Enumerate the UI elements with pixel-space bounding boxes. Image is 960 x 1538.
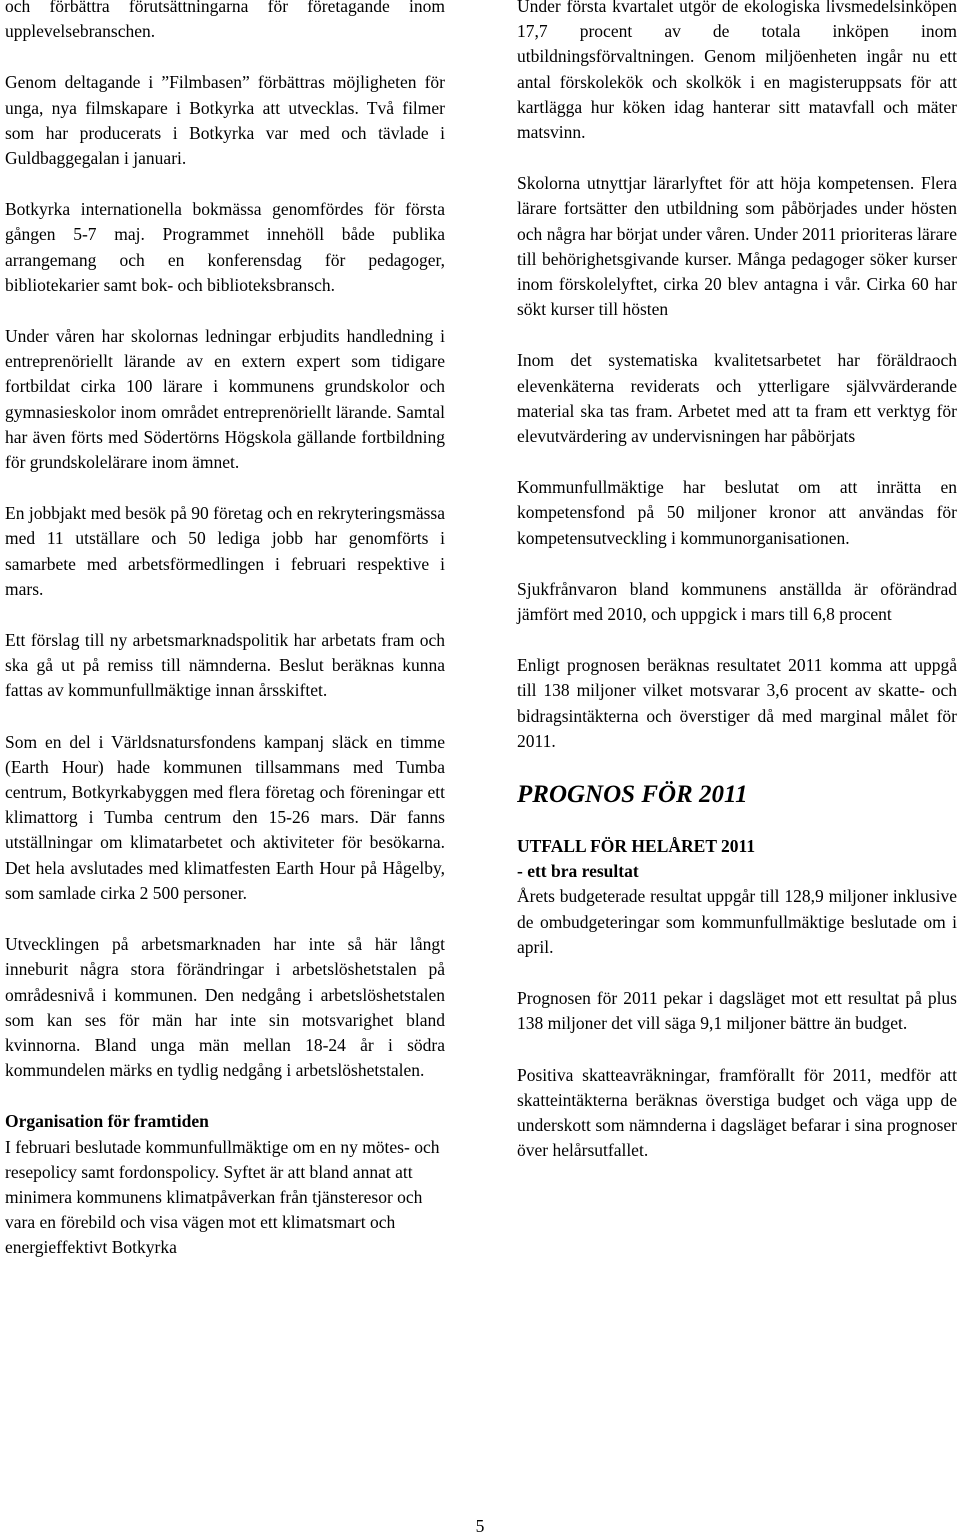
paragraph: Årets budgeterade resultat uppgår till 128,9 miljoner inklusive de ombudgeteringar som kommunfullmäktige beslutade om i april. <box>517 886 957 957</box>
left-column <box>5 0 445 1287</box>
paragraph: Prognosen för 2011 pekar i dagsläget mot ett resultat på plus 138 miljoner det vill säga 9,1 miljoner bättre än budget. <box>517 988 957 1034</box>
section-heading: UTFALL FÖR HELÅRET 2011 <box>517 836 756 857</box>
paragraph: Inom det systematiska kvalitetsarbetet har föräldraoch elevenkäterna reviderats och ytterligare självvärderande material ska tas fram. Arbetet med att ta fram ett verktyg för elevutvärdering av undervisningen har påbörjats <box>517 350 957 447</box>
section-organisation <box>5 1109 445 1260</box>
page-number-container <box>0 1514 960 1538</box>
paragraph: Som en del i Världsnatursfondens kampanj släck en timme (Earth Hour) hade kommunen tillsammans med Tumba centrum, Botkyrkabyggen med flera företag och föreningar ett klimattorg i Tumba centrum den 15-26 mars. Där fanns utställningar om klimatarbetet och aktiviteter för besökarna. Det hela avslutades med klimatfesten Earth Hour på Hågelby, som samlade cirka 2 500 personer. <box>5 731 445 903</box>
paragraph: Ett förslag till ny arbetsmarknadspolitik har arbetats fram och ska gå ut på remiss till nämnderna. Beslut beräknas kunna fattas av kommunfullmäktige innan årsskiftet. <box>5 630 445 701</box>
section-heading-prognos: PROGNOS FÖR 2011 <box>517 781 748 809</box>
paragraph: Skolorna utnyttjar lärarlyftet för att höja kompetensen. Flera lärare fortsätter den utbildning som påbörjades under hösten och några har börjat under våren. Under 2011 prioriteras lärare till behörighetsgivande kurser. Många pedagoger söker kurser inom förskolelyftet, cirka 20 blev antagna i vår. Cirka 60 har sökt kurser till hösten <box>517 173 957 320</box>
paragraph: Botkyrka internationella bokmässa genomfördes för första gången 5-7 maj. Programmet innehöll både publika arrangemang och en konferensdag för pedagoger, bibliotekarier samt bok- och biblioteksbransch. <box>5 199 445 295</box>
right-column <box>517 0 957 1189</box>
paragraph: I februari beslutade kommunfullmäktige om en ny mötes- och resepolicy samt fordonspolicy. Syftet är att bland annat att minimera kommunens klimatpåverkan från tjänsteresor och vara en förebild och visa vägen mot ett klimatsmart och energieffektivt Botkyrka <box>5 1136 440 1258</box>
paragraph: Kommunfullmäktige har beslutat om att inrätta en kompetensfond på 50 miljoner kronor att användas för kompetensutveckling i kommunorganisationen. <box>517 477 957 548</box>
section-utfall <box>517 834 957 960</box>
paragraph: och förbättra förutsättningarna för företagande inom upplevelsebranschen. <box>5 0 445 42</box>
paragraph: En jobbjakt med besök på 90 företag och en rekryteringsmässa med 11 utställare och 50 lediga jobb har genomförts i samarbete med arbetsförmedlingen i februari respektive i mars. <box>5 503 445 599</box>
paragraph: Utvecklingen på arbetsmarknaden har inte så här långt inneburit några stora förändringar i arbetslöshetstalen på områdesnivå i kommunen. Den nedgång i arbetslöshetstalen som kan ses för män har inte sin motsvarighet bland kvinnorna. Bland unga män mellan 18-24 år i södra kommundelen märks en tydlig nedgång i arbetslöshetstalen. <box>5 934 445 1081</box>
section-subheading: - ett bra resultat <box>517 861 639 882</box>
paragraph: Under första kvartalet utgör de ekologiska livsmedelsinköpen 17,7 procent av de totala inköpen inom utbildningsförvaltningen. Genom miljöenheten ingår nu ett antal förskolekök och skolkök i en magisteruppsats för att kartlägga hur köken idag hanterar sitt matavfall och mäter matsvinn. <box>517 0 957 143</box>
paragraph: Positiva skatteavräkningar, framförallt för 2011, medför att skatteintäkterna beräknas överstiga budget och väga upp de underskott som nämnderna i dagsläget befarar i sina prognoser över helårsutfallet. <box>517 1064 957 1161</box>
page-number: 5 <box>475 1516 485 1536</box>
paragraph: Enligt prognosen beräknas resultatet 2011 komma att uppgå till 138 miljoner vilket motsvarar 3,6 procent av skatte- och bidragsintäkterna och överstiger då med marginal målet för 2011. <box>517 655 957 751</box>
section-heading: Organisation för framtiden <box>5 1111 209 1132</box>
paragraph: Under våren har skolornas ledningar erbjudits handledning i entreprenöriellt lärande av en extern expert som tidigare fortbildat cirka 100 lärare i kommunens grundskolor och gymnasieskolor inom området entreprenöriellt lärande. Samtal har även förts med Södertörns Högskola gällande fortbildning för grundskolelärare inom ämnet. <box>5 326 445 473</box>
paragraph: Genom deltagande i ”Filmbasen” förbättras möjligheten för unga, nya filmskapare i Botkyrka att utvecklas. Två filmer som har producerats i Botkyrka var med och tävlade i Guldbaggegalan i januari. <box>5 72 445 169</box>
paragraph: Sjukfrånvaron bland kommunens anställda är oförändrad jämfört med 2010, och uppgick i mars till 6,8 procent <box>517 578 957 625</box>
